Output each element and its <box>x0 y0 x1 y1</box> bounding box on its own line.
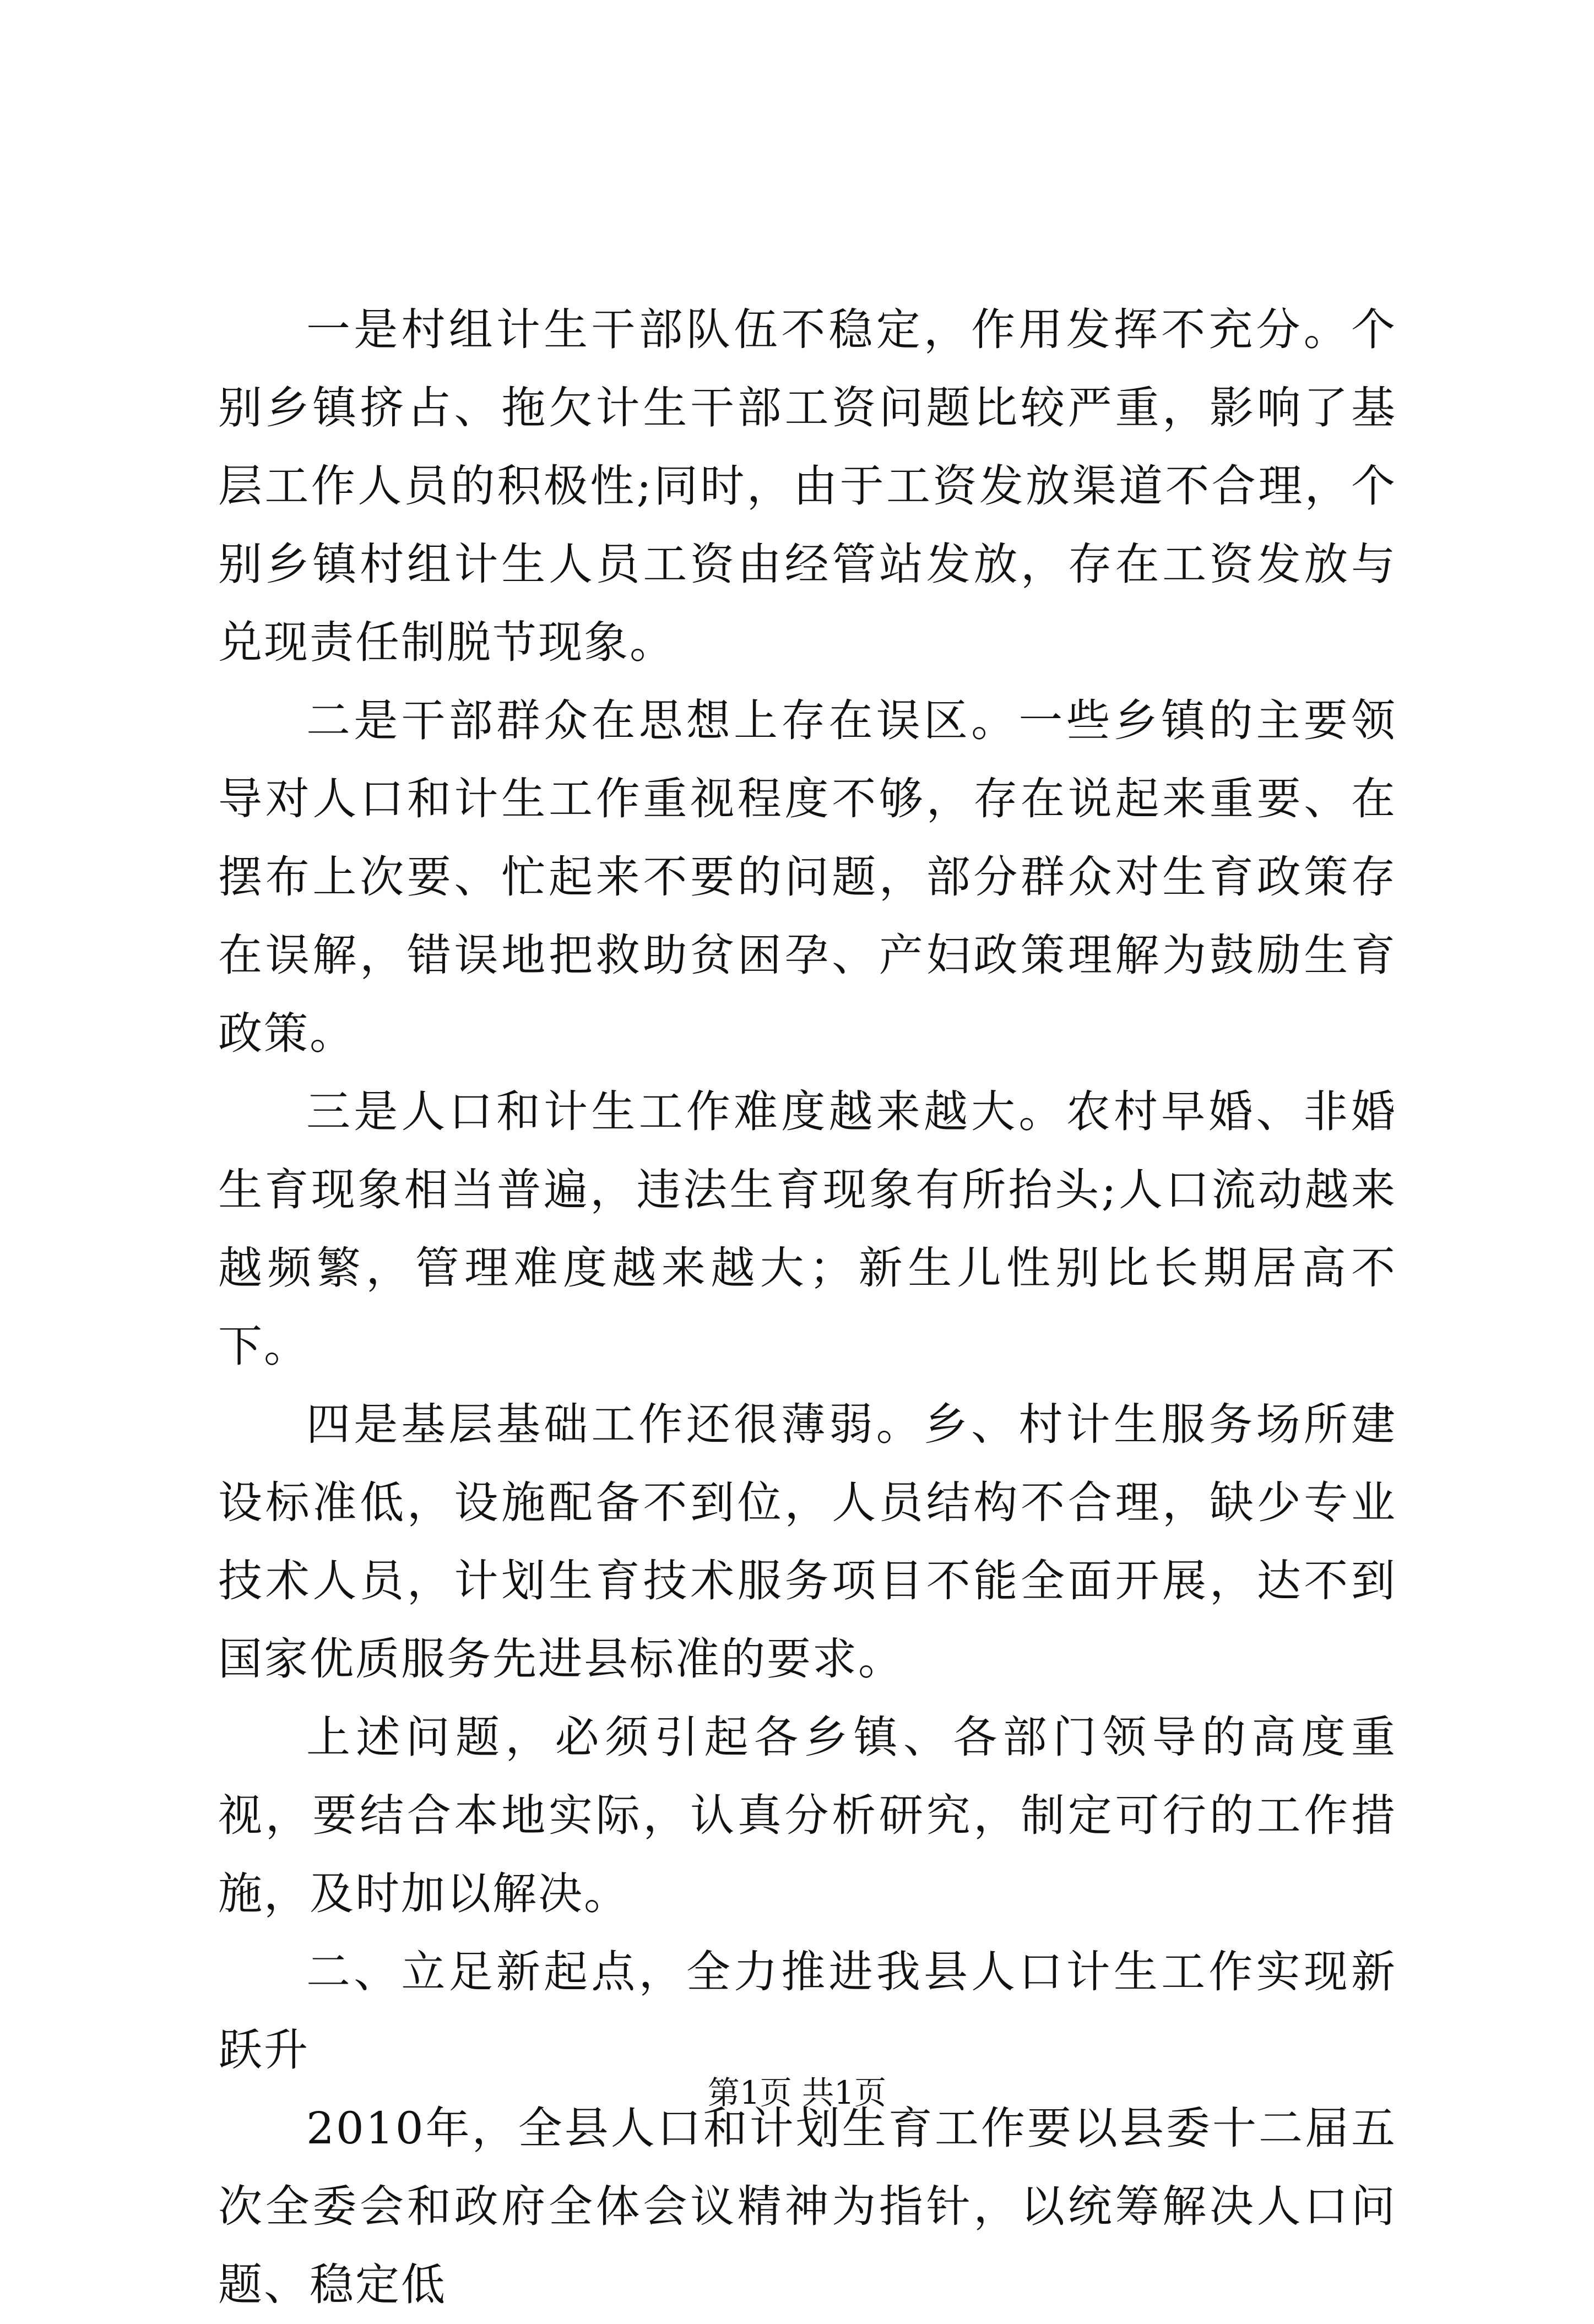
paragraph-6: 2010年，全县人口和计划生育工作要以县委十二届五次全委会和政府全体会议精神为指针，以统筹解决人口问题、稳定低 <box>218 2103 1397 2310</box>
document-body <box>218 291 1397 2324</box>
paragraph-5: 上述问题，必须引起各乡镇、各部门领导的高度重视，要结合本地实际，认真分析研究，制定可行的工作措施，及时加以解决。 <box>218 1712 1397 1919</box>
paragraph-3: 三是人口和计生工作难度越来越大。农村早婚、非婚生育现象相当普遍，违法生育现象有所抬头;人口流动越来越频繁，管理难度越来越大；新生儿性别比长期居高不下。 <box>218 1086 1397 1372</box>
paragraph-4: 四是基层基础工作还很薄弱。乡、村计生服务场所建设标准低，设施配备不到位，人员结构不合理，缺少专业技术人员，计划生育技术服务项目不能全面开展，达不到国家优质服务先进县标准的要求。 <box>218 1399 1397 1685</box>
paragraph-2: 二是干部群众在思想上存在误区。一些乡镇的主要领导对人口和计生工作重视程度不够，存在说起来重要、在摆布上次要、忙起来不要的问题，部分群众对生育政策存在误解，错误地把救助贫困孕、产妇政策理解为鼓励生育政策。 <box>218 695 1397 1059</box>
section-heading: 二、立足新起点，全力推进我县人口计生工作实现新跃升 <box>218 1946 1397 2076</box>
page-number-footer: 第1页 共1页 <box>707 2074 887 2111</box>
paragraph-1: 一是村组计生干部队伍不稳定，作用发挥不充分。个别乡镇挤占、拖欠计生干部工资问题比较严重，影响了基层工作人员的积极性;同时，由于工资发放渠道不合理，个别乡镇村组计生人员工资由经管站发放，存在工资发放与兑现责任制脱节现象。 <box>218 304 1397 668</box>
